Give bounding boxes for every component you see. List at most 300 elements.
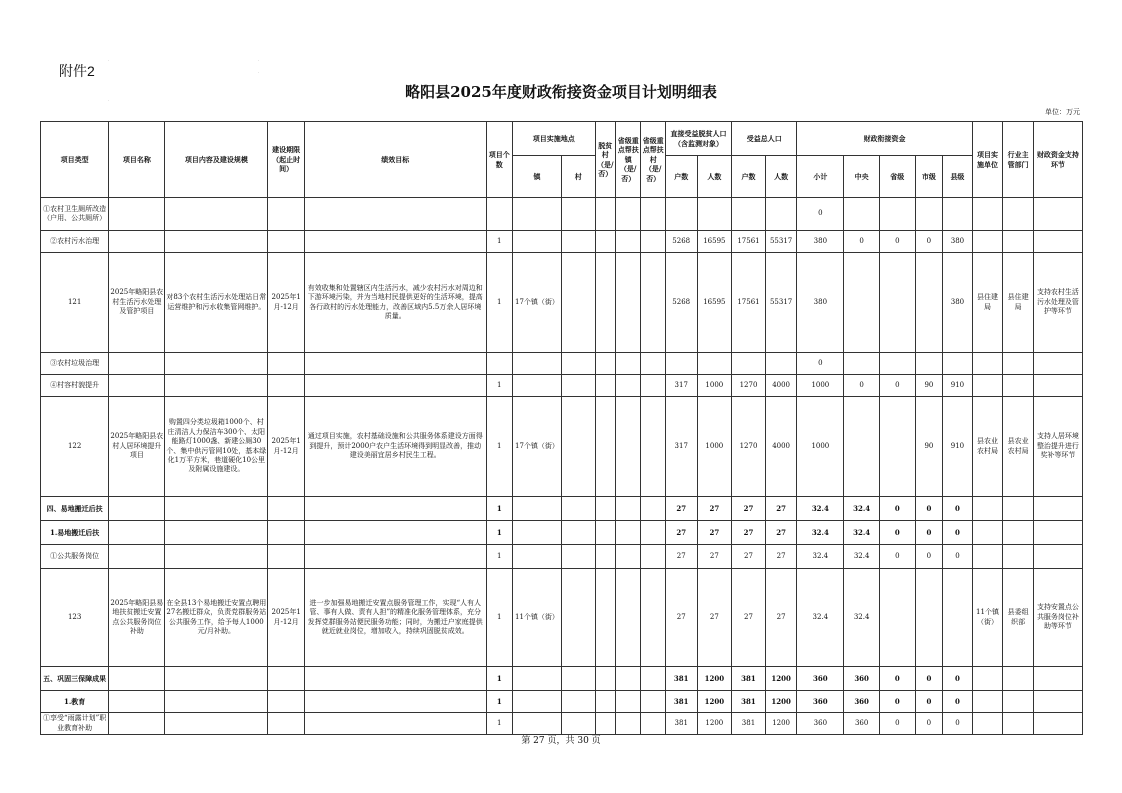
impl-unit-cell: [972, 667, 1003, 691]
table-row: [41, 713, 1083, 735]
name-cell: 2025年略阳县农村生活污水处理及管护项目: [109, 253, 165, 353]
total-persons-cell: [765, 198, 797, 231]
village-cell: [561, 691, 595, 713]
prov-town-cell: [615, 497, 640, 521]
prov-village-cell: [641, 375, 665, 397]
subtotal-cell: 0: [797, 198, 844, 231]
prov-village-cell: [641, 253, 665, 353]
content-cell: 对83个农村生活污水处理站日常运营维护和污水收集管网维护。: [165, 253, 268, 353]
province-cell: 0: [879, 521, 915, 545]
col-content: 项目内容及建设规模: [165, 122, 268, 198]
support-cell: [1033, 231, 1082, 253]
village-cell: [561, 667, 595, 691]
province-cell: [879, 397, 915, 497]
period-cell: [268, 667, 305, 691]
total-households-cell: 17561: [732, 231, 766, 253]
period-cell: [268, 353, 305, 375]
total-persons-cell: 4000: [765, 397, 797, 497]
central-cell: 32.4: [844, 545, 880, 569]
province-cell: [879, 198, 915, 231]
province-cell: 0: [879, 667, 915, 691]
prov-village-cell: [641, 545, 665, 569]
subtotal-cell: 32.4: [797, 497, 844, 521]
total-persons-cell: [765, 353, 797, 375]
total-households-cell: 27: [732, 569, 766, 667]
direct-households-cell: 381: [665, 713, 697, 735]
city-cell: 0: [915, 545, 943, 569]
support-cell: [1033, 545, 1082, 569]
prov-town-cell: [615, 353, 640, 375]
type-cell: ①公共服务岗位: [41, 545, 109, 569]
subtotal-cell: 32.4: [797, 521, 844, 545]
city-cell: 0: [915, 691, 943, 713]
total-households-cell: 1270: [732, 375, 766, 397]
dept-cell: [1003, 497, 1034, 521]
subtotal-cell: 360: [797, 667, 844, 691]
col-subtotal: 小计: [797, 156, 844, 198]
count-cell: 1: [486, 253, 513, 353]
impl-unit-cell: [972, 497, 1003, 521]
county-cell: [943, 198, 973, 231]
prov-village-cell: [641, 569, 665, 667]
support-cell: [1033, 713, 1082, 735]
total-households-cell: 381: [732, 691, 766, 713]
dept-cell: [1003, 375, 1034, 397]
name-cell: [109, 353, 165, 375]
goal-cell: [305, 231, 486, 253]
county-cell: 380: [943, 253, 973, 353]
city-cell: 90: [915, 375, 943, 397]
county-cell: 0: [943, 667, 973, 691]
dept-cell: 县委组织部: [1003, 569, 1034, 667]
prov-village-cell: [641, 667, 665, 691]
direct-households-cell: 5268: [665, 231, 697, 253]
table-row: [41, 253, 1083, 353]
county-cell: [943, 353, 973, 375]
poor-village-cell: [595, 521, 615, 545]
scan-dot: ·: [108, 58, 110, 63]
table-row: [41, 375, 1083, 397]
col-prov-village: 省级重点帮扶村（是/否）: [641, 122, 665, 198]
support-cell: 支持安置点公共服务岗位补助等环节: [1033, 569, 1082, 667]
city-cell: 0: [915, 497, 943, 521]
table-row: [41, 691, 1083, 713]
goal-cell: 进一步加强易地搬迁安置点服务管理工作，实现“人有人管、事有人做、责有人担”的精准化服务管理体系，充分发挥党群服务站便民服务功能；同时，为搬迁户家庭提供就近就业岗位，增加收入，持续巩固脱贫成效。: [305, 569, 486, 667]
village-cell: [561, 545, 595, 569]
province-cell: [879, 253, 915, 353]
prov-town-cell: [615, 375, 640, 397]
direct-households-cell: [665, 353, 697, 375]
scan-dot: ·: [258, 70, 260, 75]
table-row: [41, 521, 1083, 545]
county-cell: [943, 569, 973, 667]
content-cell: [165, 375, 268, 397]
county-cell: 0: [943, 521, 973, 545]
town-cell: [513, 667, 562, 691]
count-cell: [486, 353, 513, 375]
count-cell: 1: [486, 545, 513, 569]
attachment-label: 附件2: [59, 63, 95, 79]
village-cell: [561, 521, 595, 545]
impl-unit-cell: [972, 521, 1003, 545]
content-cell: [165, 521, 268, 545]
count-cell: [486, 198, 513, 231]
impl-unit-cell: [972, 198, 1003, 231]
col-prov-town: 省级重点帮扶镇（是/否）: [615, 122, 640, 198]
support-cell: [1033, 521, 1082, 545]
col-name: 项目名称: [109, 122, 165, 198]
central-cell: 32.4: [844, 521, 880, 545]
province-cell: 0: [879, 231, 915, 253]
name-cell: 2025年略阳县农村人居环境提升项目: [109, 397, 165, 497]
unit-label: 单位：万元: [1045, 108, 1080, 116]
subtotal-cell: 380: [797, 253, 844, 353]
col-funds: 财政衔接资金: [797, 122, 972, 156]
period-cell: [268, 545, 305, 569]
direct-persons-cell: 1000: [697, 397, 732, 497]
type-cell: ①享受“雨露计划”职业教育补助: [41, 713, 109, 735]
table-row: [41, 545, 1083, 569]
poor-village-cell: [595, 569, 615, 667]
count-cell: 1: [486, 497, 513, 521]
scan-dot: ·: [108, 98, 110, 103]
county-cell: 380: [943, 231, 973, 253]
province-cell: 0: [879, 545, 915, 569]
content-cell: [165, 198, 268, 231]
total-persons-cell: 27: [765, 545, 797, 569]
direct-households-cell: 5268: [665, 253, 697, 353]
central-cell: 32.4: [844, 497, 880, 521]
content-cell: [165, 691, 268, 713]
content-cell: [165, 497, 268, 521]
funds-table: [40, 121, 1083, 735]
poor-village-cell: [595, 198, 615, 231]
col-province: 省级: [879, 156, 915, 198]
table-row: [41, 667, 1083, 691]
prov-town-cell: [615, 667, 640, 691]
col-total-households: 户数: [732, 156, 766, 198]
col-direct-benefit: 直接受益脱贫人口（含监测对象）: [665, 122, 731, 156]
poor-village-cell: [595, 397, 615, 497]
name-cell: [109, 667, 165, 691]
col-impl-unit: 项目实施单位: [972, 122, 1003, 198]
county-cell: 0: [943, 691, 973, 713]
direct-persons-cell: 27: [697, 569, 732, 667]
village-cell: [561, 198, 595, 231]
support-cell: [1033, 198, 1082, 231]
prov-village-cell: [641, 231, 665, 253]
table-row: [41, 497, 1083, 521]
impl-unit-cell: [972, 231, 1003, 253]
table-row: [41, 569, 1083, 667]
village-cell: [561, 569, 595, 667]
goal-cell: [305, 198, 486, 231]
total-persons-cell: 55317: [765, 253, 797, 353]
village-cell: [561, 497, 595, 521]
subtotal-cell: 360: [797, 713, 844, 735]
name-cell: [109, 521, 165, 545]
col-total-benefit: 受益总人口: [732, 122, 797, 156]
dept-cell: [1003, 521, 1034, 545]
col-village: 村: [561, 156, 595, 198]
page-title: 略阳县2025年度财政衔接资金项目计划明细表: [405, 83, 717, 101]
subtotal-cell: 380: [797, 231, 844, 253]
impl-unit-cell: 县农业农村局: [972, 397, 1003, 497]
count-cell: 1: [486, 713, 513, 735]
town-cell: 11个镇（街）: [513, 569, 562, 667]
total-persons-cell: 1200: [765, 713, 797, 735]
count-cell: 1: [486, 231, 513, 253]
subtotal-cell: 360: [797, 691, 844, 713]
col-goal: 绩效目标: [305, 122, 486, 198]
content-cell: 购置四分类垃圾箱1000个、村庄清洁人力保洁车300个、太阳能路灯1000盏、新建公厕30个、集中供污管网10处，基本绿化1万平方米，巷道硬化10公里及附属设施建设。: [165, 397, 268, 497]
direct-persons-cell: 16595: [697, 253, 732, 353]
total-persons-cell: 27: [765, 521, 797, 545]
direct-households-cell: 27: [665, 521, 697, 545]
impl-unit-cell: 县住建局: [972, 253, 1003, 353]
direct-persons-cell: 16595: [697, 231, 732, 253]
prov-town-cell: [615, 521, 640, 545]
count-cell: 1: [486, 521, 513, 545]
total-households-cell: [732, 198, 766, 231]
city-cell: 0: [915, 231, 943, 253]
col-support: 财政资金支持环节: [1033, 122, 1082, 198]
type-cell: 四、易地搬迁后扶: [41, 497, 109, 521]
dept-cell: 县农业农村局: [1003, 397, 1034, 497]
type-cell: 五、巩固三保障成果: [41, 667, 109, 691]
poor-village-cell: [595, 667, 615, 691]
col-count: 项目个数: [486, 122, 513, 198]
count-cell: 1: [486, 569, 513, 667]
type-cell: 122: [41, 397, 109, 497]
period-cell: [268, 521, 305, 545]
support-cell: [1033, 667, 1082, 691]
period-cell: [268, 691, 305, 713]
province-cell: 0: [879, 375, 915, 397]
province-cell: [879, 569, 915, 667]
direct-persons-cell: 27: [697, 521, 732, 545]
prov-town-cell: [615, 397, 640, 497]
village-cell: [561, 397, 595, 497]
town-cell: [513, 198, 562, 231]
central-cell: 360: [844, 713, 880, 735]
goal-cell: 通过项目实施，农村基础设施和公共服务体系建设方面得到提升，预计2000户农户生活环境得到明显改善，推动建设美丽宜居乡村民生工程。: [305, 397, 486, 497]
direct-persons-cell: 27: [697, 545, 732, 569]
town-cell: [513, 713, 562, 735]
province-cell: 0: [879, 691, 915, 713]
central-cell: 360: [844, 691, 880, 713]
content-cell: 在全县13个易地搬迁安置点聘用27名搬迁群众，负责党群服务站公共服务工作，给予每人1000元/月补助。: [165, 569, 268, 667]
col-type: 项目类型: [41, 122, 109, 198]
poor-village-cell: [595, 253, 615, 353]
support-cell: [1033, 375, 1082, 397]
prov-village-cell: [641, 497, 665, 521]
name-cell: [109, 545, 165, 569]
prov-village-cell: [641, 397, 665, 497]
subtotal-cell: 0: [797, 353, 844, 375]
content-cell: [165, 353, 268, 375]
total-households-cell: [732, 353, 766, 375]
city-cell: 0: [915, 521, 943, 545]
period-cell: [268, 375, 305, 397]
support-cell: 支持人居环境整治提升进行奖补等环节: [1033, 397, 1082, 497]
poor-village-cell: [595, 545, 615, 569]
city-cell: 0: [915, 713, 943, 735]
goal-cell: [305, 521, 486, 545]
col-county: 县级: [943, 156, 973, 198]
table-row: [41, 397, 1083, 497]
city-cell: 90: [915, 397, 943, 497]
poor-village-cell: [595, 497, 615, 521]
total-households-cell: 27: [732, 521, 766, 545]
direct-persons-cell: 1000: [697, 375, 732, 397]
town-cell: [513, 375, 562, 397]
total-persons-cell: 55317: [765, 231, 797, 253]
central-cell: [844, 353, 880, 375]
subtotal-cell: 32.4: [797, 545, 844, 569]
direct-persons-cell: 1200: [697, 713, 732, 735]
poor-village-cell: [595, 231, 615, 253]
scan-dot: ·: [258, 58, 260, 63]
prov-town-cell: [615, 231, 640, 253]
village-cell: [561, 375, 595, 397]
content-cell: [165, 545, 268, 569]
table-row: [41, 353, 1083, 375]
type-cell: 1.教育: [41, 691, 109, 713]
province-cell: [879, 353, 915, 375]
county-cell: 910: [943, 375, 973, 397]
direct-households-cell: 27: [665, 545, 697, 569]
city-cell: [915, 198, 943, 231]
type-cell: ①农村卫生厕所改造（户用、公共厕所）: [41, 198, 109, 231]
city-cell: [915, 353, 943, 375]
dept-cell: [1003, 667, 1034, 691]
period-cell: 2025年1月-12月: [268, 253, 305, 353]
town-cell: [513, 545, 562, 569]
direct-households-cell: 317: [665, 397, 697, 497]
col-location: 项目实施地点: [513, 122, 596, 156]
type-cell: ③农村垃圾治理: [41, 353, 109, 375]
town-cell: [513, 231, 562, 253]
town-cell: [513, 497, 562, 521]
impl-unit-cell: [972, 353, 1003, 375]
impl-unit-cell: [972, 545, 1003, 569]
goal-cell: [305, 375, 486, 397]
name-cell: [109, 231, 165, 253]
name-cell: [109, 713, 165, 735]
direct-households-cell: [665, 198, 697, 231]
count-cell: 1: [486, 691, 513, 713]
dept-cell: [1003, 198, 1034, 231]
province-cell: 0: [879, 713, 915, 735]
county-cell: 0: [943, 713, 973, 735]
poor-village-cell: [595, 375, 615, 397]
col-total-persons: 人数: [765, 156, 797, 198]
col-poor-village: 脱贫村（是/否）: [595, 122, 615, 198]
type-cell: ②农村污水治理: [41, 231, 109, 253]
content-cell: [165, 713, 268, 735]
col-town: 镇: [513, 156, 562, 198]
dept-cell: [1003, 691, 1034, 713]
page-number: 第 27 页，共 30 页: [521, 736, 601, 746]
goal-cell: [305, 545, 486, 569]
dept-cell: [1003, 713, 1034, 735]
type-cell: 121: [41, 253, 109, 353]
name-cell: [109, 691, 165, 713]
village-cell: [561, 231, 595, 253]
period-cell: [268, 198, 305, 231]
total-households-cell: 17561: [732, 253, 766, 353]
prov-village-cell: [641, 691, 665, 713]
count-cell: 1: [486, 397, 513, 497]
village-cell: [561, 713, 595, 735]
direct-persons-cell: 1200: [697, 691, 732, 713]
central-cell: [844, 198, 880, 231]
prov-village-cell: [641, 353, 665, 375]
count-cell: 1: [486, 667, 513, 691]
col-city: 市级: [915, 156, 943, 198]
prov-town-cell: [615, 691, 640, 713]
total-households-cell: 381: [732, 713, 766, 735]
central-cell: [844, 397, 880, 497]
period-cell: 2025年1月-12月: [268, 397, 305, 497]
content-cell: [165, 231, 268, 253]
impl-unit-cell: [972, 691, 1003, 713]
count-cell: 1: [486, 375, 513, 397]
goal-cell: [305, 497, 486, 521]
impl-unit-cell: [972, 375, 1003, 397]
dept-cell: 县住建局: [1003, 253, 1034, 353]
dept-cell: [1003, 231, 1034, 253]
period-cell: [268, 713, 305, 735]
name-cell: 2025年略阳县易地扶贫搬迁安置点公共服务岗位补助: [109, 569, 165, 667]
direct-households-cell: 27: [665, 497, 697, 521]
support-cell: [1033, 691, 1082, 713]
period-cell: [268, 497, 305, 521]
county-cell: 910: [943, 397, 973, 497]
dept-cell: [1003, 545, 1034, 569]
subtotal-cell: 1000: [797, 397, 844, 497]
subtotal-cell: 32.4: [797, 569, 844, 667]
town-cell: [513, 353, 562, 375]
village-cell: [561, 353, 595, 375]
col-direct-households: 户数: [665, 156, 697, 198]
name-cell: [109, 375, 165, 397]
total-persons-cell: 1200: [765, 667, 797, 691]
prov-town-cell: [615, 569, 640, 667]
table-row: [41, 231, 1083, 253]
type-cell: ④村容村貌提升: [41, 375, 109, 397]
prov-town-cell: [615, 253, 640, 353]
direct-persons-cell: 1200: [697, 667, 732, 691]
name-cell: [109, 198, 165, 231]
prov-town-cell: [615, 545, 640, 569]
city-cell: 0: [915, 667, 943, 691]
col-period: 建设期限（起止时间）: [268, 122, 305, 198]
total-households-cell: 27: [732, 545, 766, 569]
prov-town-cell: [615, 198, 640, 231]
central-cell: 32.4: [844, 569, 880, 667]
city-cell: [915, 569, 943, 667]
direct-persons-cell: [697, 353, 732, 375]
village-cell: [561, 253, 595, 353]
poor-village-cell: [595, 353, 615, 375]
impl-unit-cell: 11个镇（街）: [972, 569, 1003, 667]
central-cell: 0: [844, 231, 880, 253]
town-cell: 17个镇（街）: [513, 397, 562, 497]
total-persons-cell: 1200: [765, 691, 797, 713]
poor-village-cell: [595, 691, 615, 713]
